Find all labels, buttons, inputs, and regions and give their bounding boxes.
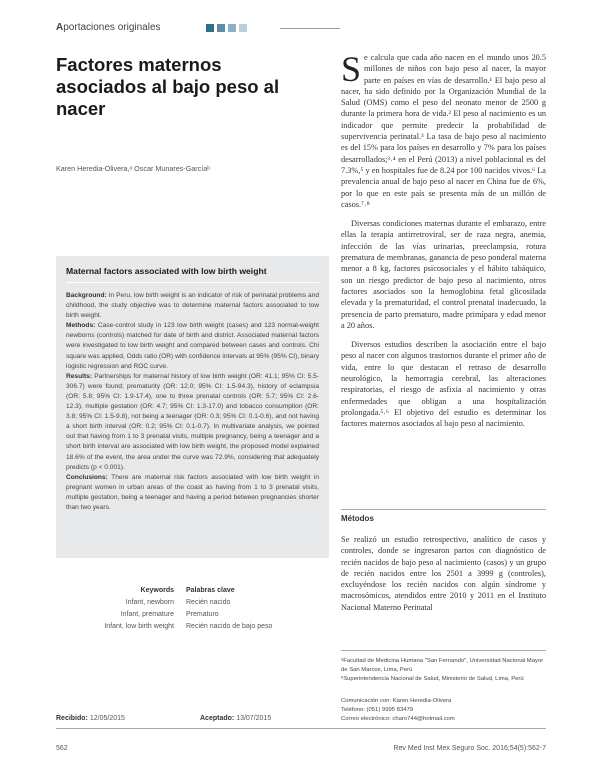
section-label: Aportaciones originales — [56, 22, 161, 33]
abstract-conclusions — [66, 473, 319, 513]
header-square — [217, 24, 225, 32]
affiliations-rule — [341, 650, 546, 651]
results-label: Results: — [66, 372, 93, 380]
methods-label: Methods: — [66, 322, 96, 330]
header-squares — [206, 24, 247, 32]
contact-phone: Teléfono: (051) 9995 83479 — [341, 707, 414, 713]
keyword-en: Infant, newborn — [125, 598, 174, 606]
methods-paragraph: Se realizó un estudio retrospectivo, analítico de casos y controles, donde se ingresaron partos con diagnóstico de recién nacidos de bajo peso al nacimiento (casos) y un grupo de recién nacidos entre los 2501 a 3999 g (controles), excluyéndose los recién nacidos con algún síndrome y macrosómicos, atendidos entre 2010 y 2011 en el Instituto Nacional Materno Perinatal — [341, 535, 546, 612]
body-paragraph-2: Diversas condiciones maternas durante el embarazo, entre ellas la terapia antirretroviral, ser de raza negra, anemia, infección de las vías urinarias, preeclampsia, rotura prematura de membranas, ganancia de peso ponderal materna menor a 8 kg, factores psicosociales y el hábito tabáquico, son un riesgo predictor de bajo peso al nacimiento, otros factores asociados son la hemoglobina fetal glicosilada elevada y la prematuridad, el control prenatal inadecuado, la presencia de parto prematuro, madre primípara y edad menor a 20 años. — [341, 219, 546, 330]
journal-citation: Rev Med Inst Mex Seguro Soc. 2016;54(5):562-7 — [393, 745, 546, 752]
background-text: In Peru, low birth weight is an indicator of risk of perinatal problems and childhood, the study objective was to determine maternal factors associated to low birth weight. — [66, 292, 319, 320]
background-label: Background: — [66, 292, 107, 299]
received-date — [56, 715, 125, 722]
received-label: Recibido: — [56, 715, 88, 722]
running-header — [56, 22, 546, 38]
abstract-results — [66, 372, 319, 473]
methods-heading: Métodos — [341, 514, 374, 523]
abstract-box — [56, 256, 329, 558]
authors: Karen Heredia-Olivera,ᵃ Oscar Munares-Garcíaᵇ — [56, 164, 210, 173]
paragraph-1-text: e calcula que cada año nacen en el mundo unos 20.5 millones de niños con bajo peso al nacer, la mayor parte en países en vías de desarrollo.¹ El bajo peso al nacer, ha sido definido por la Organización Mundial de la Salud (OMS) como el peso del neonato menor de 2500 g durante la primera hora de vida.² El peso al nacimiento es un indicador que permite predecir la probabilidad de supervivencia perinatal.³ La tasa de bajo peso al nacimiento es del 15% para los países en desarrollo y 7% para los países desarrollados;³˒⁴ en el Perú (2013) a nivel poblacional es del 7.3%,⁵ y en hospitales fue de 8.24 por 100 nacidos vivos.⁶ La prevalencia anual de bajo peso al nacer en China fue de 6%, por lo que en este país se presenta más de un millón de casos.⁷˒⁸ — [341, 53, 546, 209]
keywords-head-es: Palabras clave — [186, 586, 235, 594]
keyword-en: Infant, premature — [120, 610, 174, 618]
keywords-table — [56, 584, 329, 632]
accepted-date — [200, 715, 271, 722]
keyword-en: Infant, low birth weight — [104, 622, 174, 630]
accepted-value: 13/07/2015 — [236, 715, 272, 722]
article-title: Factores maternos asociados al bajo peso al nacer — [56, 54, 280, 119]
drop-cap: S — [341, 49, 362, 89]
keyword-row — [56, 608, 329, 620]
results-text: Partnerships for maternal history of low birth weight (OR: 41.1; 95% CI: 5.5-306.7) were found; prematurity (OR: 12.0; 95% CI: 1.5-94.3), history of eclampsia (OR: 5.8; 95% CI: 1.9-17.4), one to three prenatal controls (OR: 5.7; 95% CI: 2.6-12.3), multiple gestation (OR: 4.7; 95% CI: 1.3-17.0) and tobacco consumption (OR: 3.8; 95% CI: 1.5-9.8), not being a teenager (OR: 0.3; 95% CI: 0.1-0.6), and not having a short birth interval (OR: 0.2; 95% CI: 0.1-0.7). In multivariate analysis, we pointed out that having from 1 to 3 prenatal visits, multiple pregnancy, being a teenager and a short birth interval are associated with low birth weight, the proposed model explained 18.6% of the event, the area under the curve was 72.9%, considering that adequately predicts (p < 0.001). — [66, 372, 319, 471]
footer-rule — [56, 728, 546, 729]
accepted-label: Aceptado: — [200, 715, 235, 722]
keyword-es: Recién nacido de bajo peso — [186, 622, 273, 630]
keywords-header-row — [56, 584, 329, 596]
keyword-row — [56, 596, 329, 608]
conclusions-label: Conclusions: — [66, 473, 108, 481]
header-rule — [280, 28, 340, 29]
received-value: 12/05/2015 — [89, 715, 125, 722]
contact-info — [341, 697, 546, 724]
keyword-row — [56, 620, 329, 632]
header-square — [239, 24, 247, 32]
abstract-background — [66, 291, 319, 321]
abstract-title: Maternal factors associated with low birth weight — [66, 264, 319, 283]
body-paragraph-3: Diversos estudios describen la asociación entre el bajo peso al nacer con algunos trastornos durante el primer año de vida, entre lo que destacan el retraso de desarrollo neurológico, la hemorragia cerebral, las alteraciones respiratorias, el riesgo de asfixia al nacimiento y otras enfermedades que obligan a una hospitalización prolongada.⁵˒⁶ El objetivo del estudio es determinar los factores maternos asociados al bajo peso al nacimiento. — [341, 340, 546, 429]
body-paragraph-1 — [341, 49, 546, 210]
contact-email: Correo electrónico: charo744@hotmail.com — [341, 716, 455, 722]
header-square — [206, 24, 214, 32]
header-square — [228, 24, 236, 32]
keywords-head-en: Keywords — [140, 586, 174, 594]
conclusions-text: There are maternal risk factors associated with low birth weight in pregnant women in urban areas of the coast as having from 1 to 3 prenatal visits, multiple gestation, being a teenager and having a period between pregnancies shorter than two years. — [66, 473, 319, 511]
keyword-es: Prematuro — [186, 610, 219, 618]
affiliations — [341, 657, 546, 684]
body-intro — [341, 49, 546, 438]
keyword-es: Recién nacido — [186, 598, 231, 606]
methods-rule — [341, 509, 546, 510]
affiliation-a: ᵃFacultad de Medicina Humana "San Fernando", Universidad Nacional Mayor de San Marcos, Lima, Perú — [341, 658, 544, 673]
contact-name: Comunicación con: Karen Heredia-Olivera — [341, 698, 452, 704]
abstract-methods — [66, 321, 319, 371]
affiliation-b: ᵇSuperintendencia Nacional de Salud, Ministerio de Salud, Lima, Perú — [341, 676, 524, 682]
page-number: 562 — [56, 745, 68, 752]
methods-text: Case-control study in 123 low birth weight (cases) and 123 normal-weight newborns (controls) matched for date of birth and district. Associated maternal factors were investigated to low birth weight and compared between cases and controls. Chi square was applied, Odds ratio (OR) with confidence intervals at 95% (95% CI), binary logistic regression and ROC curve. — [66, 322, 319, 370]
